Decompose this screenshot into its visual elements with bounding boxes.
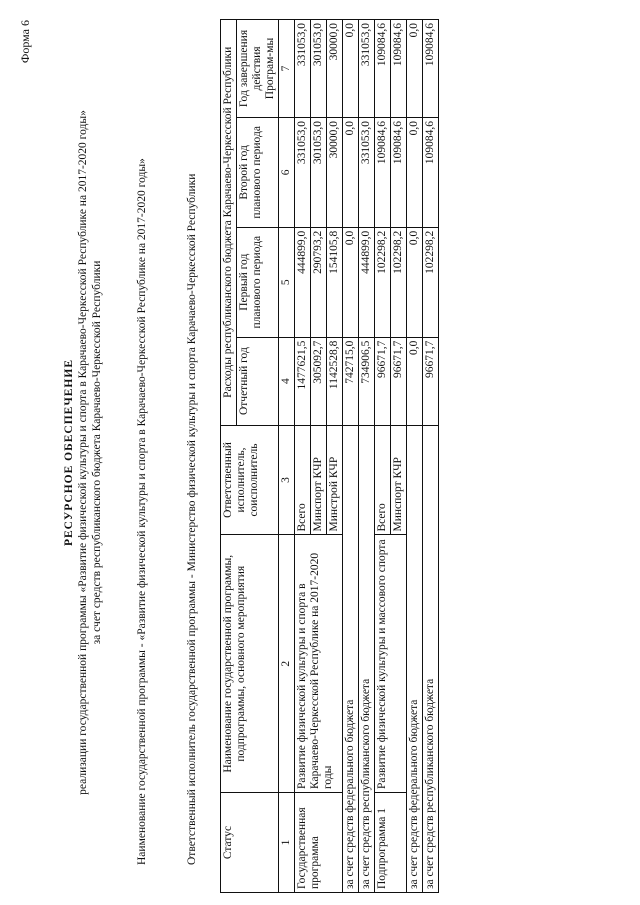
value-cell: 331053,0 [295,117,311,227]
value-cell: 96671,7 [391,337,407,425]
column-number-row [279,20,295,893]
table-row [359,20,375,893]
value-cell: 0,0 [343,117,359,227]
executor-line: Ответственный исполнитель государственной программы - Министерство физической культуры и спорта Карачаево-Черкесской Республики [186,173,198,865]
header-second-year: Второй год планового периода [237,117,279,227]
table-row [375,20,391,893]
table-row [407,20,423,893]
value-cell: 331053,0 [359,20,375,118]
value-cell: 742715,0 [343,337,359,425]
document-title: РЕСУРСНОЕ ОБЕСПЕЧЕНИЕ [63,359,75,547]
col-number: 3 [279,425,295,535]
value-cell: 154105,8 [327,227,343,337]
col-number: 5 [279,227,295,337]
value-cell: 290793,2 [311,227,327,337]
row-executor: Минспорт КЧР [311,425,327,535]
value-cell: 30000,0 [327,20,343,118]
program-name: Развитие физической культуры и спорта в Карачаево-Черкесской Республике на 2017-2020 годы [295,535,343,793]
header-first-year: Первый год планового периода [237,227,279,337]
value-cell: 444899,0 [359,227,375,337]
value-cell: 0,0 [407,337,423,425]
col-number: 1 [279,793,295,893]
resource-table [220,19,439,893]
value-cell: 1142528,8 [327,337,343,425]
value-cell: 0,0 [343,227,359,337]
funding-label: за счет средств республиканского бюджета [423,425,439,892]
header-completion-year: Год завершения действия Програм-мы [237,20,279,118]
subprogram-status: Подпрограмма 1 [375,793,407,893]
value-cell: 109084,6 [375,20,391,118]
form-label: Форма 6 [18,20,32,64]
col-number: 7 [279,20,295,118]
value-cell: 109084,6 [375,117,391,227]
table-row [295,20,311,893]
value-cell: 109084,6 [423,117,439,227]
value-cell: 0,0 [407,117,423,227]
program-status: Государственная программа [295,793,343,893]
value-cell: 331053,0 [359,117,375,227]
value-cell: 102298,2 [423,227,439,337]
funding-label: за счет средств республиканского бюджета [359,425,375,892]
row-executor: Минстрой КЧР [327,425,343,535]
value-cell: 109084,6 [391,20,407,118]
row-executor: Минспорт КЧР [391,425,407,535]
header-executor: Ответственный исполнитель, соисполнитель [221,425,279,535]
value-cell: 0,0 [407,227,423,337]
value-cell: 301053,0 [311,20,327,118]
funding-label: за счет средств федерального бюджета [343,425,359,892]
header-expenses: Расходы республиканского бюджета Карачаево-Черкесской Республики [221,20,237,426]
table-row [423,20,439,893]
value-cell: 96671,7 [423,337,439,425]
value-cell: 301053,0 [311,117,327,227]
table-row [343,20,359,893]
value-cell: 30000,0 [327,117,343,227]
subprogram-name: Развитие физической культуры и массового спорта [375,535,407,793]
funding-label: за счет средств федерального бюджета [407,425,423,892]
value-cell: 102298,2 [375,227,391,337]
value-cell: 305092,7 [311,337,327,425]
value-cell: 1477621,5 [295,337,311,425]
value-cell: 444899,0 [295,227,311,337]
header-report-year: Отчетный год [237,337,279,425]
document-subtitle-2: за счет средств республиканского бюджета Карачаево-Черкесской Республики [91,260,103,645]
document-header [62,0,104,905]
row-executor: Всего [375,425,391,535]
value-cell: 109084,6 [423,20,439,118]
value-cell: 96671,7 [375,337,391,425]
value-cell: 331053,0 [295,20,311,118]
header-name: Наименование государственной программы, подпрограммы, основного мероприятия [221,535,279,793]
col-number: 4 [279,337,295,425]
col-number: 6 [279,117,295,227]
value-cell: 102298,2 [391,227,407,337]
value-cell: 734906,5 [359,337,375,425]
value-cell: 0,0 [407,20,423,118]
row-executor: Всего [295,425,311,535]
value-cell: 109084,6 [391,117,407,227]
col-number: 2 [279,535,295,793]
value-cell: 0,0 [343,20,359,118]
program-name-line: Наименование государственной программы - «Развитие физической культуры и спорта в Карачаево-Черкесской Республике на 2017-2020 годы» [136,158,148,865]
header-status: Статус [221,793,279,893]
document-subtitle-1: реализации государственной программы «Развитие физической культуры и спорта в Карачаево-Черкесской Республике на 2017-2020 годы» [77,110,89,795]
table-header-row [221,20,237,893]
